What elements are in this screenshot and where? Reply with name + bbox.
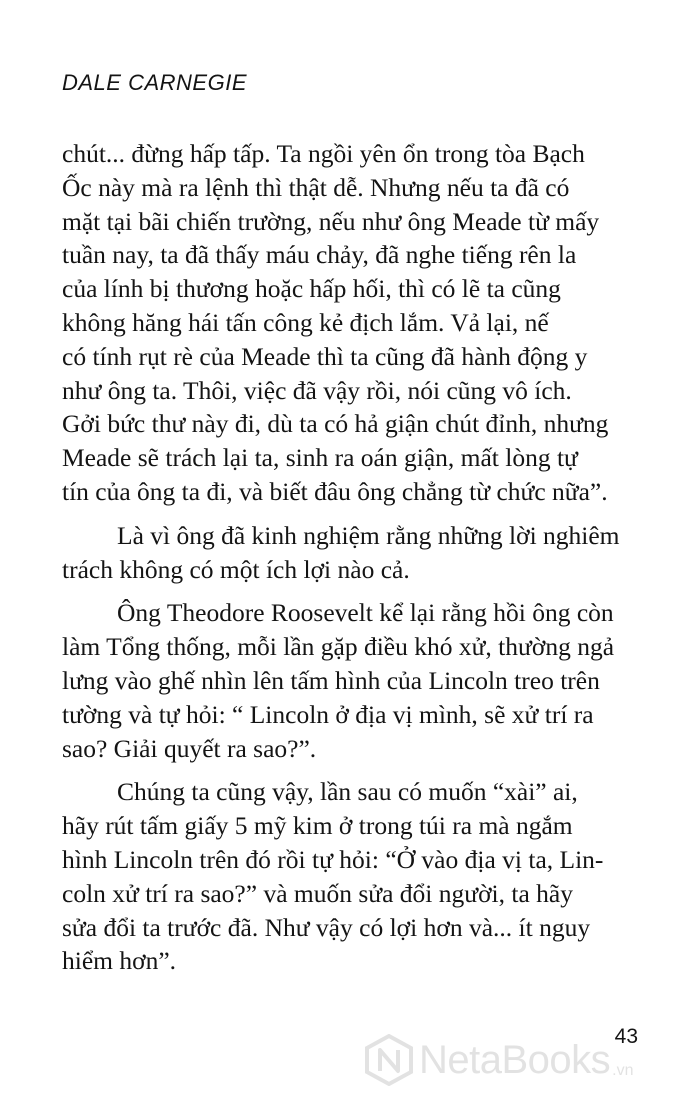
text-line: sao? Giải quyết ra sao?”. (62, 733, 317, 763)
text-line: có tính rụt rè của Meade thì ta cũng đã hành động y (62, 341, 588, 371)
text-line: tường và tự hỏi: “ Lincoln ở địa vị mình, sẽ xử trí ra (62, 699, 594, 729)
text-line: coln xử trí ra sao?” và muốn sửa đổi người, ta hãy (62, 878, 573, 908)
watermark-suffix: .vn (612, 1062, 634, 1079)
running-header: DALE CARNEGIE (62, 70, 247, 95)
paragraph-gap (62, 509, 662, 519)
watermark (363, 1034, 634, 1086)
text-line: sửa đổi ta trước đã. Như vậy có lợi hơn và... ít nguy (62, 912, 591, 942)
text-line: như ông ta. Thôi, việc đã vậy rồi, nói cũng vô ích. (62, 375, 572, 405)
text-line: tín của ông ta đi, và biết đâu ông chẳng từ chức nữa”. (62, 476, 608, 506)
text-line: Gởi bức thư này đi, dù ta có hả giận chút đỉnh, nhưng (62, 409, 609, 439)
netabooks-logo-icon (363, 1034, 415, 1086)
watermark-brand: NetaBooks (419, 1037, 611, 1082)
text-line: lưng vào ghế nhìn lên tấm hình của Lincoln treo trên (62, 665, 600, 695)
paragraph-gap (62, 765, 662, 775)
text-line: chút... đừng hấp tấp. Ta ngồi yên ổn trong tòa Bạch (62, 139, 585, 168)
text-line: Chúng ta cũng vậy, lần sau có muốn “xài” ai, (117, 777, 578, 807)
text-line: hình Lincoln trên đó rồi tự hỏi: “Ở vào địa vị ta, Lin- (62, 844, 604, 874)
body-text (62, 137, 662, 978)
text-line: mặt tại bãi chiến trường, nếu như ông Meade từ mấy (62, 206, 600, 236)
text-line: của lính bị thương hoặc hấp hối, thì có lẽ ta cũng (62, 274, 561, 304)
text-line: Ông Theodore Roosevelt kể lại rằng hồi ông còn (117, 598, 614, 628)
text-line: hiểm hơn”. (62, 946, 177, 976)
text-line: làm Tổng thống, mỗi lần gặp điều khó xử, thường ngả (62, 632, 615, 662)
text-line: không hăng hái tấn công kẻ địch lắm. Vả lại, nế (62, 307, 549, 337)
text-line: Meade sẽ trách lại ta, sinh ra oán giận, mất lòng tự (62, 443, 578, 473)
text-line: tuần nay, ta đã thấy máu chảy, đã nghe tiếng rên la (62, 240, 577, 270)
text-line: Ốc này mà ra lệnh thì thật dễ. Nhưng nếu ta đã có (62, 172, 570, 202)
text-line: Là vì ông đã kinh nghiệm rằng những lời nghiêm (117, 520, 620, 550)
page-number: 43 (614, 1025, 638, 1048)
text-line: hãy rút tấm giấy 5 mỹ kim ở trong túi ra mà ngắm (62, 811, 573, 841)
paragraph-gap (62, 586, 662, 596)
text-line: trách không có một ích lợi nào cả. (62, 554, 410, 584)
